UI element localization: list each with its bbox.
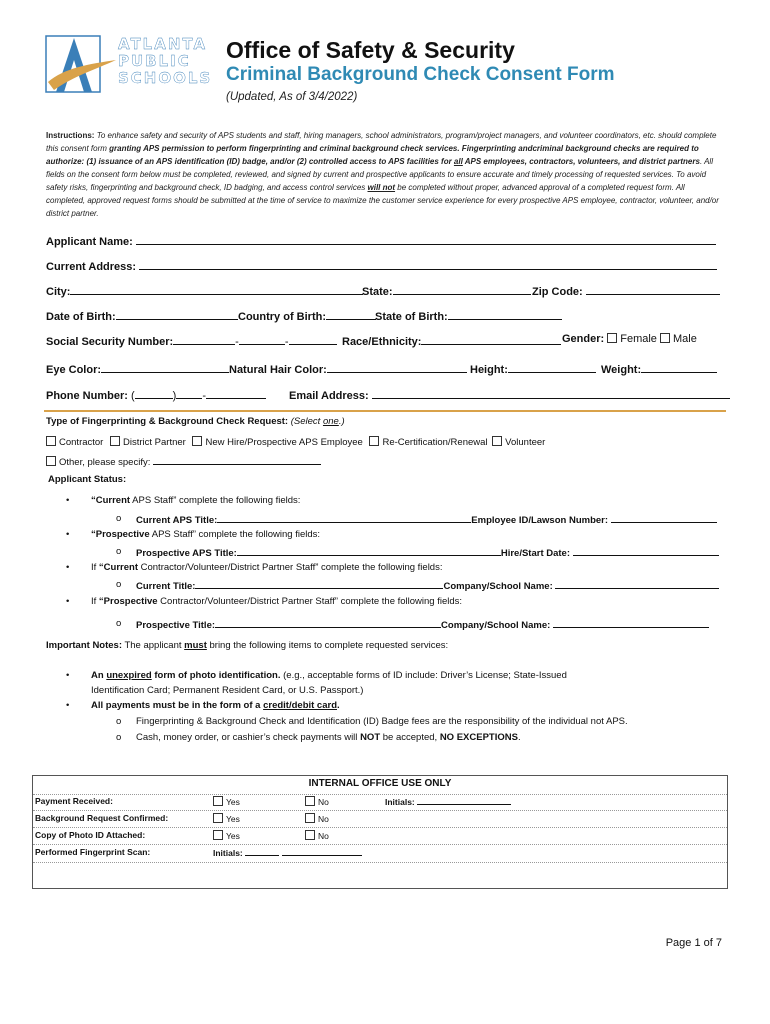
dob-label: Date of Birth:: [46, 311, 116, 323]
state-label: State:: [362, 286, 393, 298]
prospective-aps-title-label: Prospective APS Title:: [136, 548, 237, 559]
current-title-field[interactable]: [136, 579, 719, 592]
instructions-all: all: [453, 157, 463, 166]
page-title: Office of Safety & Security: [226, 37, 515, 63]
current-aps-title-field[interactable]: [136, 513, 717, 526]
male-label: Male: [673, 333, 697, 345]
row-divider: [33, 794, 727, 795]
payment-received-label: Payment Received:: [35, 796, 113, 806]
form-title: Criminal Background Check Consent Form: [226, 64, 615, 85]
status-prospective-aps-text: APS Staff” complete the following fields:: [149, 529, 321, 540]
dob-field[interactable]: [46, 308, 238, 323]
payment-yes-label: Yes: [226, 797, 240, 807]
instructions-text-3: . All fields on the consent form below must be completed, reviewed, and signed by current and prospective applicants to ensure accurate and timely processing of requested services. To avoid safety risks, fingerprinting and background check, ID badging, and access control services: [46, 157, 713, 192]
eye-color-field[interactable]: [46, 361, 229, 376]
photo-id-label: Copy of Photo ID Attached:: [35, 830, 146, 840]
request-select: (Select: [290, 416, 321, 427]
payment-initials-label: Initials:: [385, 797, 415, 807]
city-field[interactable]: [46, 283, 363, 298]
zip-label: Zip Code:: [532, 286, 583, 298]
fingerprint-initials-label: Initials:: [213, 848, 243, 858]
circle-bullet-icon: o: [116, 579, 122, 590]
bullet-icon: •: [66, 700, 70, 711]
prospective-title-label: Prospective Title:: [136, 620, 216, 631]
note-unexpired: unexpired: [106, 670, 152, 681]
photo-id-no-checkbox[interactable]: [305, 830, 315, 840]
status-current-aps: [91, 495, 300, 506]
recertification-label: Re-Certification/Renewal: [382, 437, 488, 448]
hire-start-date-label: Hire/Start Date:: [500, 548, 571, 559]
recertification-checkbox[interactable]: [369, 436, 379, 446]
other-label: Other, please specify:: [59, 457, 151, 468]
state-field[interactable]: [362, 283, 531, 298]
status-current-contractor: [91, 562, 442, 573]
status-current-contractor-text: Contractor/Volunteer/District Partner Staff” complete the following fields:: [137, 562, 443, 573]
note-photo-id-a: An: [91, 670, 107, 681]
row-divider: [33, 844, 727, 845]
email-field[interactable]: [289, 387, 730, 402]
note-credit-debit: credit/debit card: [263, 700, 338, 711]
logo-line-3: SCHOOLS: [118, 69, 213, 87]
new-hire-label: New Hire/Prospective APS Employee: [205, 437, 363, 448]
note-no-exceptions: NO EXCEPTIONS: [439, 732, 518, 743]
fingerprint-scan-label: Performed Fingerprint Scan:: [35, 847, 151, 857]
row-divider: [33, 862, 727, 863]
bullet-icon: •: [66, 596, 70, 607]
note-payments: [91, 700, 340, 711]
instructions-text-2: granting APS permission to perform fingerprinting and criminal background check services. Fingerprinting andcriminal background checks are required to authorize: (1) issuance of an APS identification (ID) badge, and/or (2) controlled access to APS facilities for: [46, 144, 699, 166]
gender-field[interactable]: [562, 333, 697, 345]
female-label: Female: [620, 333, 657, 345]
payment-no-checkbox[interactable]: [305, 796, 315, 806]
background-yes-checkbox[interactable]: [213, 813, 223, 823]
zip-field[interactable]: [532, 283, 720, 298]
cob-label: Country of Birth:: [238, 311, 326, 323]
payment-yes-checkbox[interactable]: [213, 796, 223, 806]
background-no-checkbox[interactable]: [305, 813, 315, 823]
city-label: City:: [46, 286, 71, 298]
employee-id-label: Employee ID/Lawson Number:: [471, 515, 609, 526]
height-field[interactable]: [470, 361, 596, 376]
ssn-field[interactable]: Social Security Number: - -: [46, 333, 337, 348]
bullet-icon: •: [66, 562, 70, 573]
district-partner-checkbox[interactable]: [110, 436, 120, 446]
important-notes-label: Important Notes:: [46, 640, 122, 651]
circle-bullet-icon: o: [116, 716, 122, 727]
request-type-heading: [46, 416, 345, 427]
ssn-label: Social Security Number:: [46, 336, 174, 348]
status-current-contractor-if: If: [91, 562, 99, 573]
instructions-text-4: be completed without proper, advanced approval of a completed request form. All completed, approved request forms should be submitted at the time of service to maximize the customer service experience for every prospective APS employee, contractor, volunteer, and/or district partner.: [46, 183, 719, 218]
internal-office-box: [32, 775, 728, 889]
page-number: Page 1 of 7: [665, 937, 722, 949]
bullet-icon: •: [66, 670, 70, 681]
background-confirmed-label: Background Request Confirmed:: [35, 813, 169, 823]
updated-date: (Updated, As of 3/4/2022): [226, 91, 358, 103]
photo-id-yes-checkbox[interactable]: [213, 830, 223, 840]
notes-must: must: [184, 640, 207, 651]
status-current-aps-bold: “Current: [91, 495, 131, 506]
company-school-label: Company/School Name:: [443, 581, 553, 592]
note-not: NOT: [360, 732, 381, 743]
note-cash-e: .: [517, 732, 521, 743]
status-prospective-contractor: [91, 596, 462, 607]
hair-color-label: Natural Hair Color:: [229, 364, 327, 376]
race-field[interactable]: [342, 333, 561, 348]
district-partner-label: District Partner: [123, 437, 186, 448]
applicant-name-label: Applicant Name:: [46, 236, 133, 248]
bullet-icon: •: [66, 495, 70, 506]
instructions-will-not: will not: [367, 183, 396, 192]
row-divider: [33, 810, 727, 811]
logo-line-1: ATLANTA: [118, 35, 208, 53]
female-checkbox[interactable]: [607, 333, 617, 343]
bullet-icon: •: [66, 529, 70, 540]
background-no-label: No: [318, 814, 329, 824]
circle-bullet-icon: o: [116, 732, 122, 743]
status-prospective-contractor-if: If: [91, 596, 99, 607]
instructions-text-2b: APS employees, contractors, volunteers, and district partners: [462, 157, 700, 166]
note-cash-a: Cash, money order, or cashier’s check payments will: [136, 732, 361, 743]
note-payments-b: .: [337, 700, 340, 711]
payment-no-label: No: [318, 797, 329, 807]
current-address-label: Current Address:: [46, 261, 137, 273]
eye-color-label: Eye Color:: [46, 364, 102, 376]
circle-bullet-icon: o: [116, 618, 122, 629]
row-divider: [33, 827, 727, 828]
request-type-label: Type of Fingerprinting & Background Check Request:: [46, 416, 289, 427]
note-cash-c: be accepted,: [380, 732, 440, 743]
status-prospective-aps: [91, 529, 320, 540]
hair-color-field[interactable]: [229, 361, 467, 376]
phone-label: Phone Number:: [46, 390, 128, 402]
contractor-label: Contractor: [59, 437, 104, 448]
prospective-title-field[interactable]: [136, 618, 709, 631]
weight-field[interactable]: [601, 361, 717, 376]
volunteer-label: Volunteer: [505, 437, 546, 448]
height-label: Height:: [470, 364, 508, 376]
current-title-label: Current Title:: [136, 581, 196, 592]
aps-logo-mark: [44, 30, 119, 100]
prospective-aps-title-field[interactable]: [136, 546, 719, 559]
other-option[interactable]: [46, 455, 321, 468]
note-photo-id: [91, 670, 567, 681]
photo-id-yes-label: Yes: [226, 831, 240, 841]
applicant-status-heading: Applicant Status:: [48, 474, 127, 485]
status-current-aps-text: APS Staff” complete the following fields:: [130, 495, 301, 506]
sob-label: State of Birth:: [375, 311, 448, 323]
notes-text-2: bring the following items to complete requested services:: [206, 640, 449, 651]
note-cash: [136, 732, 521, 743]
instructions-text-1: To enhance safety and security of APS students and staff, hiring managers, school administrators, program/project managers, and volunteer coordinators, etc. should complete this consent form: [46, 131, 717, 153]
cob-field[interactable]: [238, 308, 376, 323]
note-payments-a: All payments must be in the form of a: [91, 700, 264, 711]
other-checkbox[interactable]: [46, 456, 56, 466]
status-prospective-contractor-text: Contractor/Volunteer/District Partner Staff” complete the following fields:: [157, 596, 463, 607]
male-checkbox[interactable]: [660, 333, 670, 343]
photo-id-no-label: No: [318, 831, 329, 841]
section-divider: [44, 410, 726, 412]
note-photo-id-c: (e.g., acceptable forms of ID include: Driver’s License; State-Issued: [280, 670, 567, 681]
note-photo-id-b: form of photo identification.: [151, 670, 281, 681]
request-close: .): [338, 416, 345, 427]
weight-label: Weight:: [601, 364, 642, 376]
company-school-label-2: Company/School Name:: [441, 620, 551, 631]
instructions: [46, 129, 726, 220]
sob-field[interactable]: [375, 308, 562, 323]
note-photo-id-continued: Identification Card; Permanent Resident Card, or U.S. Passport.): [91, 685, 364, 696]
contractor-checkbox[interactable]: [46, 436, 56, 446]
internal-office-title: INTERNAL OFFICE USE ONLY: [308, 778, 452, 789]
request-options: [46, 436, 545, 448]
volunteer-checkbox[interactable]: [492, 436, 502, 446]
current-aps-title-label: Current APS Title:: [136, 515, 218, 526]
email-label: Email Address:: [289, 390, 369, 402]
phone-field[interactable]: Phone Number: ( ) -: [46, 387, 266, 402]
current-address-field[interactable]: [46, 258, 717, 273]
note-fees: Fingerprinting & Background Check and Identification (ID) Badge fees are the responsibility of the individual not APS.: [136, 716, 628, 727]
important-notes: [46, 640, 448, 651]
race-label: Race/Ethnicity:: [342, 336, 422, 348]
logo-line-2: PUBLIC: [118, 52, 191, 70]
circle-bullet-icon: o: [116, 546, 122, 557]
applicant-name-field[interactable]: [46, 233, 716, 248]
new-hire-checkbox[interactable]: [192, 436, 202, 446]
background-yes-label: Yes: [226, 814, 240, 824]
gender-label: Gender:: [562, 333, 605, 345]
notes-text-1: The applicant: [122, 640, 185, 651]
status-prospective-contractor-bold: “Prospective: [98, 596, 158, 607]
status-prospective-aps-bold: “Prospective: [91, 529, 150, 540]
fingerprint-scan-row: [33, 847, 727, 863]
request-one: one: [322, 416, 339, 427]
status-current-contractor-bold: “Current: [98, 562, 138, 573]
logo-wordmark: [118, 36, 212, 87]
instructions-label: Instructions:: [46, 131, 95, 140]
circle-bullet-icon: o: [116, 513, 122, 524]
